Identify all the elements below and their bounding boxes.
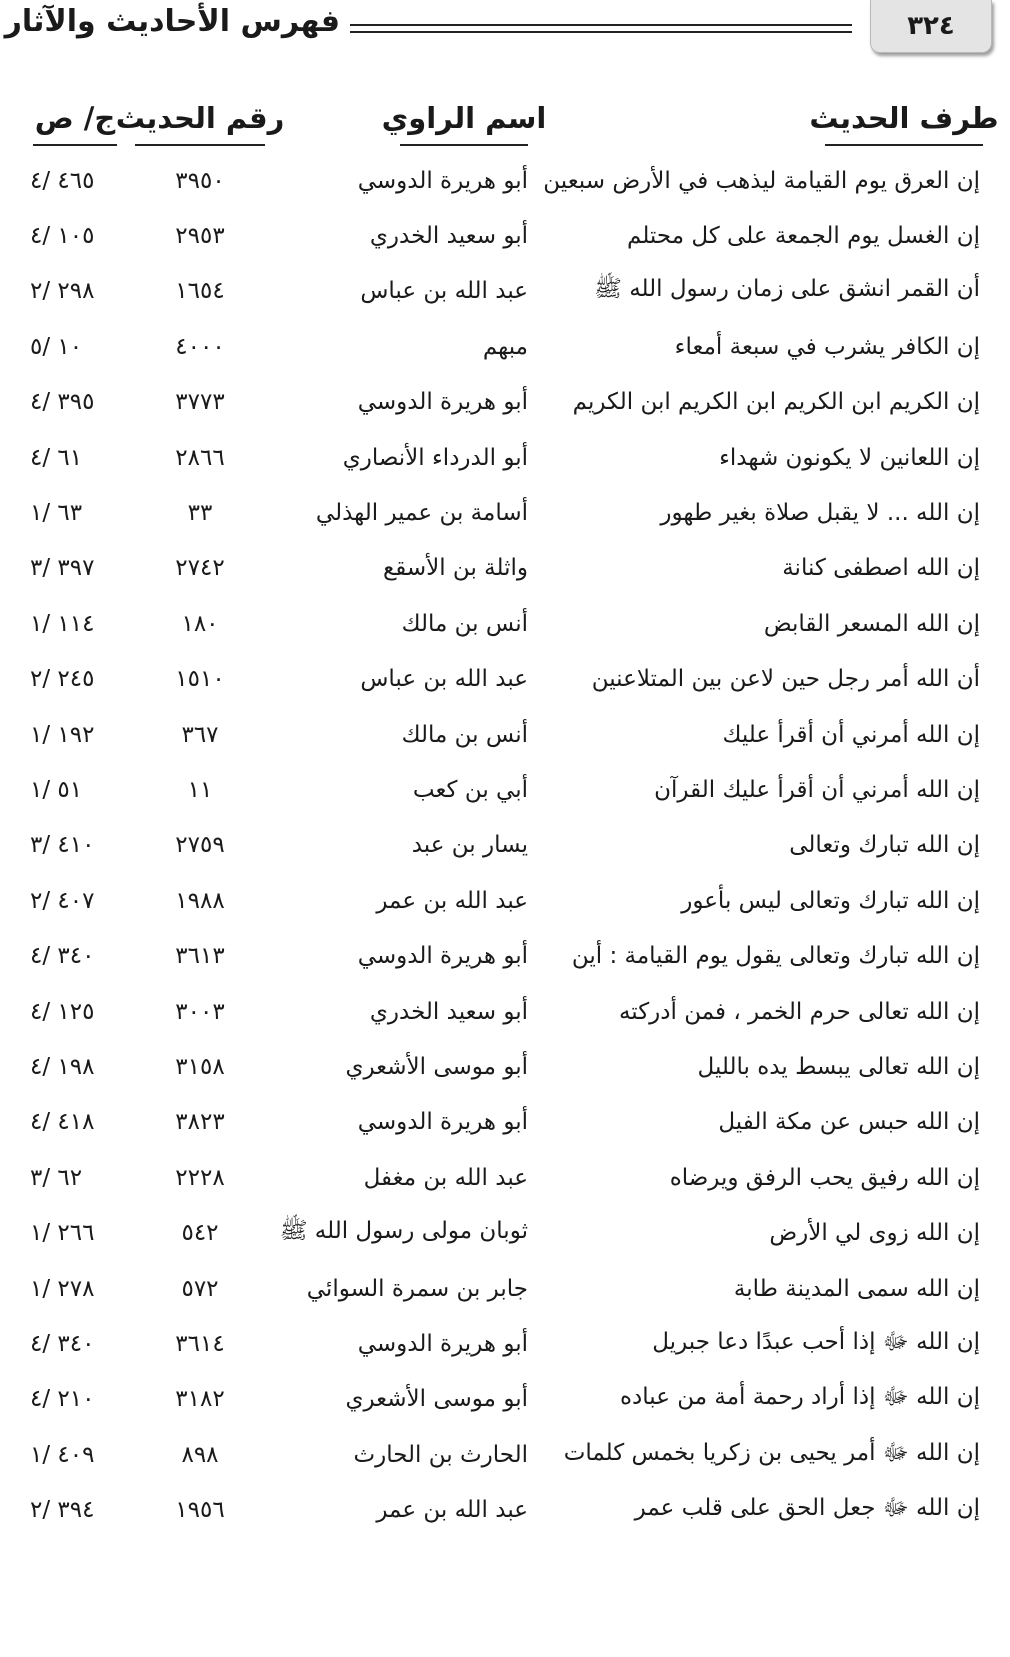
table-row — [0, 430, 1010, 485]
hadith-text: إن الله المسعر القابض — [763, 610, 980, 637]
hadith-number: ٣١٥٨ — [175, 1053, 225, 1080]
column-header-label: اسم الراوي — [381, 101, 547, 135]
table-row — [0, 762, 1010, 817]
volume-page-reference: ٢٦٦ /١ — [30, 1220, 95, 1247]
volume-page-reference: ٤١٨ /٤ — [30, 1109, 95, 1136]
hadith-number: ٢٧٤٢ — [175, 555, 225, 582]
narrator-name: أبو هريرة الدوسي — [357, 943, 528, 970]
table-row — [0, 984, 1010, 1039]
hadith-text: إن اللعانين لا يكونون شهداء — [719, 444, 980, 471]
narrator-name: أبي بن كعب — [412, 776, 528, 803]
hadith-number: ٣٦١٤ — [175, 1330, 225, 1357]
narrator-name: أسامة بن عمير الهذلي — [315, 500, 528, 527]
hadith-text: إن الله ... لا يقبل صلاة بغير طهور — [660, 500, 980, 527]
volume-page-reference: ٤٦٥ /٤ — [30, 167, 95, 194]
narrator-name: ثوبان مولى رسول الله ﷺ — [279, 1218, 528, 1245]
hadith-text: إن الله تبارك وتعالى يقول يوم القيامة : أين — [571, 943, 980, 970]
volume-page-reference: ٢٤٥ /٢ — [30, 666, 95, 693]
table-row — [0, 818, 1010, 873]
hadith-number: ٤٠٠٠ — [175, 333, 225, 360]
narrator-name: أبو هريرة الدوسي — [357, 1330, 528, 1357]
hadith-index-list — [0, 153, 1010, 1538]
column-header-number — [115, 90, 285, 146]
table-row — [0, 1427, 1010, 1482]
hadith-number: ٣٦٧ — [181, 721, 219, 748]
table-header — [0, 90, 1010, 150]
volume-page-reference: ٦٣ /١ — [30, 500, 83, 527]
table-row — [0, 1150, 1010, 1205]
table-row — [0, 873, 1010, 928]
hadith-number: ١٩٨٨ — [175, 887, 225, 914]
volume-page-reference: ٣٩٥ /٤ — [30, 389, 95, 416]
narrator-name: عبد الله بن عمر — [376, 887, 528, 914]
hadith-number: ٣٨٢٣ — [175, 1109, 225, 1136]
hadith-text: إن الله أمرني أن أقرأ عليك القرآن — [654, 776, 980, 803]
narrator-name: أبو هريرة الدوسي — [357, 1109, 528, 1136]
hadith-text: إن الكافر يشرب في سبعة أمعاء — [674, 333, 980, 360]
column-underline — [135, 144, 265, 146]
header-rule — [350, 31, 852, 33]
volume-page-reference: ٦٢ /٣ — [30, 1164, 83, 1191]
volume-page-reference: ٣٩٧ /٣ — [30, 555, 95, 582]
hadith-text: إن الله ﷻ إذا أراد رحمة أمة من عباده — [619, 1384, 980, 1411]
narrator-name: أنس بن مالك — [401, 721, 528, 748]
narrator-name: عبد الله بن عباس — [360, 666, 528, 693]
narrator-name: عبد الله بن عباس — [360, 278, 528, 305]
column-underline — [400, 144, 528, 146]
hadith-number: ٣١٨٢ — [175, 1386, 225, 1413]
hadith-text: إن الغسل يوم الجمعة على كل محتلم — [627, 223, 980, 250]
volume-page-reference: ١٠٥ /٤ — [30, 223, 95, 250]
column-header-narrator — [381, 90, 547, 146]
table-row — [0, 541, 1010, 596]
hadith-number: ٣٦١٣ — [175, 943, 225, 970]
hadith-number: ٣٩٥٠ — [175, 167, 225, 194]
hadith-number: ٢٩٥٣ — [175, 223, 225, 250]
hadith-number: ٥٤٢ — [181, 1220, 219, 1247]
narrator-name: جابر بن سمرة السوائي — [306, 1275, 528, 1302]
hadith-text: إن الله زوى لي الأرض — [769, 1220, 980, 1247]
narrator-name: يسار بن عبد — [411, 832, 528, 859]
volume-page-reference: ٣٤٠ /٤ — [30, 1330, 95, 1357]
hadith-text: إن الله ﷻ إذا أحب عبدًا دعا جبريل — [652, 1328, 980, 1355]
table-row — [0, 1205, 1010, 1260]
table-row — [0, 375, 1010, 430]
column-header-hadith — [809, 90, 999, 146]
table-row — [0, 652, 1010, 707]
narrator-name: عبد الله بن عمر — [376, 1497, 528, 1524]
page-header — [0, 0, 1010, 70]
narrator-name: أبو سعيد الخدري — [369, 998, 528, 1025]
narrator-name: أبو الدرداء الأنصاري — [342, 444, 528, 471]
table-row — [0, 1372, 1010, 1427]
table-row — [0, 1039, 1010, 1094]
hadith-number: ٥٧٢ — [181, 1275, 219, 1302]
hadith-text: أن القمر انشق على زمان رسول الله ﷺ — [594, 276, 980, 303]
volume-page-reference: ١٩٢ /١ — [30, 721, 95, 748]
table-row — [0, 707, 1010, 762]
page-title: فهرس الأحاديث والآثار — [4, 4, 340, 39]
hadith-number: ٢٢٢٨ — [175, 1164, 225, 1191]
hadith-text: إن الله رفيق يحب الرفق ويرضاه — [669, 1164, 980, 1191]
volume-page-reference: ٣٤٠ /٤ — [30, 943, 95, 970]
table-row — [0, 596, 1010, 651]
hadith-text: إن الله تعالى يبسط يده بالليل — [697, 1053, 980, 1080]
volume-page-reference: ٥١ /١ — [30, 776, 83, 803]
volume-page-reference: ١٢٥ /٤ — [30, 998, 95, 1025]
table-row — [0, 1316, 1010, 1371]
hadith-text: إن الكريم ابن الكريم ابن الكريم ابن الكريم — [572, 389, 980, 416]
narrator-name: الحارث بن الحارث — [353, 1441, 528, 1468]
hadith-text: إن الله تبارك وتعالى ليس بأعور — [681, 887, 980, 914]
narrator-name: أبو موسى الأشعري — [345, 1386, 528, 1413]
header-rule — [350, 24, 852, 26]
table-row — [0, 1482, 1010, 1537]
hadith-number: ٨٩٨ — [181, 1441, 219, 1468]
table-row — [0, 319, 1010, 374]
hadith-text: إن الله ﷻ جعل الحق على قلب عمر — [634, 1495, 980, 1522]
hadith-text: إن الله تعالى حرم الخمر ، فمن أدركته — [618, 998, 980, 1025]
narrator-name: أبو هريرة الدوسي — [357, 167, 528, 194]
hadith-number: ١٥١٠ — [175, 666, 225, 693]
hadith-number: ٣٧٧٣ — [175, 389, 225, 416]
narrator-name: أبو هريرة الدوسي — [357, 389, 528, 416]
column-header-label: ج/ ص — [34, 101, 116, 135]
narrator-name: واثلة بن الأسقع — [382, 555, 528, 582]
hadith-number: ٣٣ — [187, 500, 213, 527]
column-header-label: طرف الحديث — [809, 101, 999, 135]
table-row — [0, 485, 1010, 540]
table-row — [0, 264, 1010, 319]
table-row — [0, 208, 1010, 263]
hadith-text: إن الله اصطفى كنانة — [782, 555, 980, 582]
hadith-text: إن الله ﷻ أمر يحيى بن زكريا بخمس كلمات — [563, 1439, 980, 1466]
volume-page-reference: ٦١ /٤ — [30, 444, 83, 471]
hadith-text: أن الله أمر رجل حين لاعن بين المتلاعنين — [591, 666, 980, 693]
narrator-name: مبهم — [482, 333, 528, 360]
column-header-reference — [33, 90, 117, 146]
page-number: ٣٢٤ — [870, 0, 992, 53]
narrator-name: أنس بن مالك — [401, 610, 528, 637]
column-underline — [33, 144, 117, 146]
hadith-number: ٢٨٦٦ — [175, 444, 225, 471]
volume-page-reference: ٢١٠ /٤ — [30, 1386, 95, 1413]
table-row — [0, 1261, 1010, 1316]
table-row — [0, 928, 1010, 983]
volume-page-reference: ٢٧٨ /١ — [30, 1275, 95, 1302]
column-header-label: رقم الحديث — [115, 101, 285, 135]
hadith-text: إن الله حبس عن مكة الفيل — [718, 1109, 980, 1136]
volume-page-reference: ٣٩٤ /٢ — [30, 1497, 95, 1524]
volume-page-reference: ١٠ /٥ — [30, 333, 83, 360]
hadith-text: إن العرق يوم القيامة ليذهب في الأرض سبعين — [543, 167, 980, 194]
volume-page-reference: ٤٠٧ /٢ — [30, 887, 95, 914]
table-row — [0, 1095, 1010, 1150]
narrator-name: أبو موسى الأشعري — [345, 1053, 528, 1080]
hadith-text: إن الله تبارك وتعالى — [789, 832, 980, 859]
volume-page-reference: ٤١٠ /٣ — [30, 832, 95, 859]
volume-page-reference: ٤٠٩ /١ — [30, 1441, 95, 1468]
volume-page-reference: ١١٤ /١ — [30, 610, 95, 637]
volume-page-reference: ٢٩٨ /٢ — [30, 278, 95, 305]
hadith-number: ٢٧٥٩ — [175, 832, 225, 859]
hadith-number: ١١ — [187, 776, 213, 803]
hadith-number: ١٦٥٤ — [175, 278, 225, 305]
hadith-number: ١٨٠ — [181, 610, 219, 637]
narrator-name: عبد الله بن مغفل — [363, 1164, 528, 1191]
column-underline — [825, 144, 983, 146]
hadith-text: إن الله أمرني أن أقرأ عليك — [722, 721, 980, 748]
hadith-text: إن الله سمى المدينة طابة — [733, 1275, 980, 1302]
table-row — [0, 153, 1010, 208]
volume-page-reference: ١٩٨ /٤ — [30, 1053, 95, 1080]
hadith-number: ١٩٥٦ — [175, 1497, 225, 1524]
hadith-number: ٣٠٠٣ — [175, 998, 225, 1025]
narrator-name: أبو سعيد الخدري — [369, 223, 528, 250]
